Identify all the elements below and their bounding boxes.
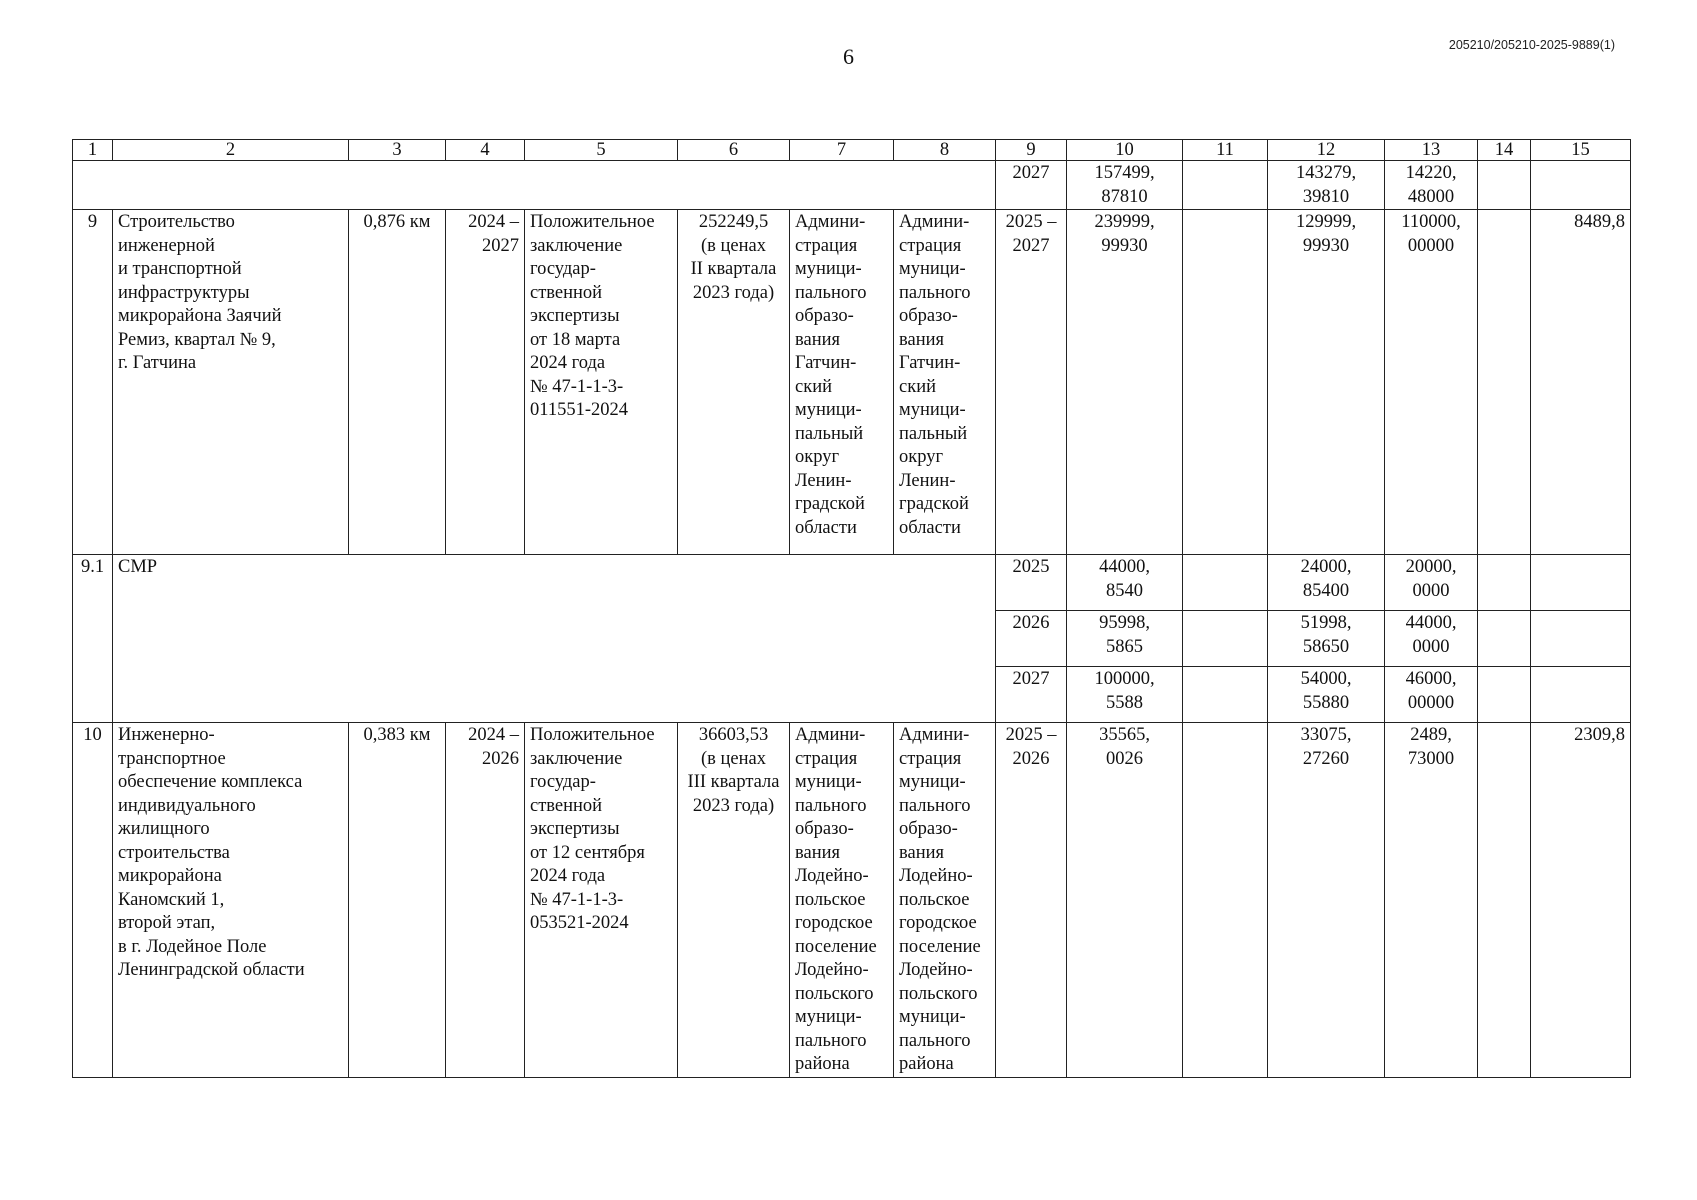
year-cell: 2026	[996, 611, 1067, 667]
expertise-cell: Положительное заключение государ- ственной экспертизы от 18 марта 2024 года № 47-1-1-3- 011551-2024	[525, 210, 678, 555]
empty-cell	[1183, 667, 1268, 723]
empty-cell	[1478, 667, 1531, 723]
amount-cell: 110000, 00000	[1385, 210, 1478, 555]
year-cell: 2025	[996, 555, 1067, 611]
amount-cell	[1531, 161, 1631, 210]
empty-cell	[1531, 611, 1631, 667]
row-number: 9.1	[73, 555, 113, 723]
column-header: 7	[790, 140, 894, 161]
amount-cell	[1478, 723, 1531, 1078]
amount-cell: 100000, 5588	[1067, 667, 1183, 723]
amount-cell	[1183, 161, 1268, 210]
column-header: 3	[349, 140, 446, 161]
amount-cell	[1183, 210, 1268, 555]
year-cell: 2027	[996, 667, 1067, 723]
amount-cell: 20000, 0000	[1385, 555, 1478, 611]
capacity-cell: 0,383 км	[349, 723, 446, 1078]
amount-cell: 95998, 5865	[1067, 611, 1183, 667]
amount-cell: 2489, 73000	[1385, 723, 1478, 1078]
amount-cell: 54000, 55880	[1268, 667, 1385, 723]
amount-cell: 51998, 58650	[1268, 611, 1385, 667]
column-header: 15	[1531, 140, 1631, 161]
period-cell: 2024 – 2026	[446, 723, 525, 1078]
years-cell: 2025 – 2026	[996, 723, 1067, 1078]
investment-table	[72, 139, 1631, 1078]
amount-cell: 143279, 39810	[1268, 161, 1385, 210]
column-header: 14	[1478, 140, 1531, 161]
empty-cell	[1183, 555, 1268, 611]
amount-cell: 239999, 99930	[1067, 210, 1183, 555]
amount-cell	[1478, 210, 1531, 555]
year-cell: 2027	[996, 161, 1067, 210]
column-header: 10	[1067, 140, 1183, 161]
column-header: 5	[525, 140, 678, 161]
owner-cell: Админи- страция муници- пального образо- вания Гатчин- ский муници- пальный округ Ленин- градской области	[894, 210, 996, 555]
object-name: СМР	[113, 555, 996, 723]
document-code: 205210/205210-2025-9889(1)	[1448, 38, 1615, 52]
row-number: 10	[73, 723, 113, 1078]
column-header: 4	[446, 140, 525, 161]
empty-cell	[1183, 611, 1268, 667]
column-header: 13	[1385, 140, 1478, 161]
table-row	[73, 723, 1631, 1078]
empty-cell	[1478, 555, 1531, 611]
amount-cell: 33075, 27260	[1268, 723, 1385, 1078]
amount-cell: 157499, 87810	[1067, 161, 1183, 210]
object-name: Строительство инженерной и транспортной инфраструктуры микрорайона Заячий Ремиз, квартал № 9, г. Гатчина	[113, 210, 349, 555]
page-number: 6	[843, 44, 854, 69]
empty-cell	[1531, 555, 1631, 611]
period-cell: 2024 – 2027	[446, 210, 525, 555]
amount-cell: 2309,8	[1531, 723, 1631, 1078]
customer-cell: Админи- страция муници- пального образо- вания Лодейно- польское городское поселение Лодейно- польского муници- пального района	[790, 723, 894, 1078]
cost-cell: 252249,5 (в ценах II квартала 2023 года)	[678, 210, 790, 555]
column-header: 8	[894, 140, 996, 161]
owner-cell: Админи- страция муници- пального образо- вания Лодейно- польское городское поселение Лодейно- польского муници- пального района	[894, 723, 996, 1078]
object-name: Инженерно- транспортное обеспечение комплекса индивидуального жилищного строительства микрорайона Каномский 1, второй этап, в г. Лодейное Поле Ленинградской области	[113, 723, 349, 1078]
amount-cell: 35565, 0026	[1067, 723, 1183, 1078]
column-header-row	[73, 140, 1631, 161]
column-header: 6	[678, 140, 790, 161]
amount-cell	[1478, 161, 1531, 210]
amount-cell: 24000, 85400	[1268, 555, 1385, 611]
empty-cell	[73, 161, 996, 210]
years-cell: 2025 – 2027	[996, 210, 1067, 555]
amount-cell: 129999, 99930	[1268, 210, 1385, 555]
column-header: 1	[73, 140, 113, 161]
customer-cell: Админи- страция муници- пального образо- вания Гатчин- ский муници- пальный округ Ленин- градской области	[790, 210, 894, 555]
column-header: 9	[996, 140, 1067, 161]
amount-cell	[1183, 723, 1268, 1078]
amount-cell: 44000, 0000	[1385, 611, 1478, 667]
column-header: 12	[1268, 140, 1385, 161]
table-row	[73, 210, 1631, 555]
amount-cell: 46000, 00000	[1385, 667, 1478, 723]
capacity-cell: 0,876 км	[349, 210, 446, 555]
column-header: 2	[113, 140, 349, 161]
expertise-cell: Положительное заключение государ- ственной экспертизы от 12 сентября 2024 года № 47-1-1-3- 053521-2024	[525, 723, 678, 1078]
amount-cell: 8489,8	[1531, 210, 1631, 555]
table-row	[73, 555, 1631, 611]
amount-cell: 14220, 48000	[1385, 161, 1478, 210]
column-header: 11	[1183, 140, 1268, 161]
empty-cell	[1478, 611, 1531, 667]
amount-cell: 44000, 8540	[1067, 555, 1183, 611]
empty-cell	[1531, 667, 1631, 723]
cost-cell: 36603,53 (в ценах III квартала 2023 года)	[678, 723, 790, 1078]
table-row	[73, 161, 1631, 210]
row-number: 9	[73, 210, 113, 555]
